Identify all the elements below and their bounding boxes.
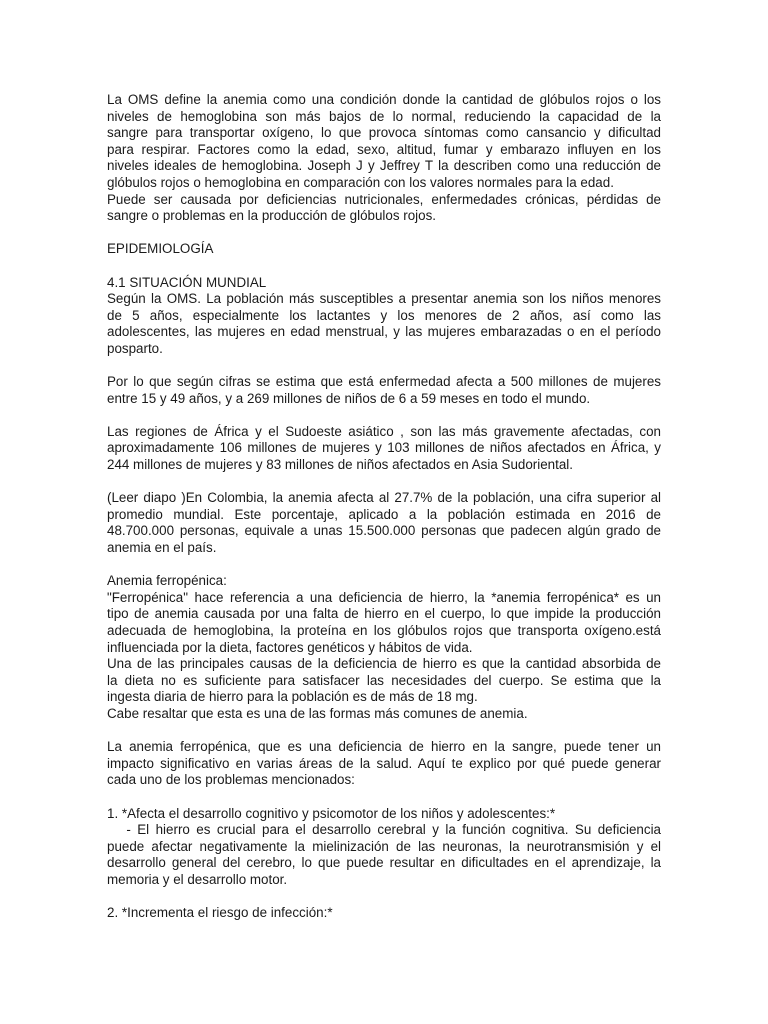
- list-item-1-paragraph: [107, 822, 661, 888]
- text-line: (Leer diapo )En Colombia, la anemia afecta al 27.7% de la población, una cifra superior al: [107, 490, 661, 506]
- text-line: sangre o problemas en la producción de glóbulos rojos.: [107, 208, 437, 224]
- text-line: anemia en el país.: [107, 540, 217, 556]
- text-line: Cabe resaltar que esta es una de las formas más comunes de anemia.: [107, 705, 528, 721]
- text-line: puede afectar negativamente la mielinización de las neuronas, la neurotransmisión y el: [107, 838, 661, 854]
- text-line: sangre para transportar oxígeno, lo que provoca síntomas como cansancio y dificultad: [107, 125, 661, 141]
- text-line: desarrollo general del cerebro, lo que puede resultar en dificultades en el aprendizaje, la: [107, 855, 661, 871]
- text-line: adecuada de hemoglobina, la proteína en los glóbulos rojos que transporta oxígeno.está: [107, 623, 661, 638]
- text-line: memoria y el desarrollo motor.: [107, 871, 288, 887]
- situacion-paragraph: [107, 291, 661, 357]
- text-line: niveles de hemoglobina son más bajos de lo normal, reduciendo la capacidad de la: [107, 108, 661, 124]
- impacto-paragraph: [107, 739, 661, 789]
- text-line: adolescentes, las mujeres en edad menstrual, y las mujeres embarazadas o en el período: [107, 324, 661, 340]
- regiones-paragraph: [107, 424, 661, 474]
- list-item-heading-1: 1. *Afecta el desarrollo cognitivo y psicomotor de los niños y adolescentes:*: [107, 805, 556, 821]
- text-line: 244 millones de mujeres y 83 millones de niños afectados en Asia Sudoriental.: [107, 457, 573, 473]
- text-line: promedio mundial. Este porcentaje, aplicado a la población estimada en 2016 de: [107, 506, 661, 522]
- text-line: Una de las principales causas de la deficiencia de hierro es que la cantidad absorbida de: [107, 656, 661, 672]
- text-line: impacto significativo en varias áreas de la salud. Aquí te explico por qué puede generar: [107, 755, 661, 771]
- section-heading-epidemiologia: EPIDEMIOLOGÍA: [107, 241, 214, 257]
- resaltar-paragraph: [107, 706, 661, 723]
- text-line: la dieta no es suficiente para satisfacer las necesidades del cuerpo. Se estima que la: [107, 672, 661, 688]
- text-line: aproximadamente 106 millones de mujeres y 103 millones de niños afectados en África, y: [107, 440, 661, 456]
- text-line: Las regiones de África y el Sudoeste asiático , son las más gravemente afectadas, con: [107, 423, 661, 439]
- section-heading-anemia-ferropenica: Anemia ferropénica:: [107, 573, 227, 589]
- document-page: [107, 92, 661, 922]
- text-line: 48.700.000 personas, equivale a unas 15.500.000 personas que padecen algún grado de: [107, 523, 661, 539]
- text-line: entre 15 y 49 años, y a 269 millones de niños de 6 a 59 meses en todo el mundo.: [107, 390, 591, 406]
- text-line: niveles ideales de hemoglobina. Joseph J y Jeffrey T la describen como una reducción de: [107, 158, 661, 174]
- text-line: "Ferropénica" hace referencia a una deficiencia de hierro, la *anemia ferropénica* es un: [107, 589, 661, 605]
- text-line: Puede ser causada por deficiencias nutricionales, enfermedades crónicas, pérdidas de: [107, 191, 661, 207]
- text-line: - El hierro es crucial para el desarrollo cerebral y la función cognitiva. Su deficiencia: [107, 822, 661, 838]
- text-line: cada uno de los problemas mencionados:: [107, 772, 355, 788]
- text-line: ingesta diaria de hierro para la población es de más de 18 mg.: [107, 689, 478, 705]
- colombia-paragraph: [107, 490, 661, 556]
- text-line: tipo de anemia causada por una falta de hierro en el cuerpo, lo que impide la producción: [107, 606, 661, 622]
- list-item-heading-2: 2. *Incrementa el riesgo de infección:*: [107, 905, 333, 921]
- text-line: Según la OMS. La población más susceptibles a presentar anemia son los niños menores: [107, 291, 661, 307]
- text-line: La anemia ferropénica, que es una deficiencia de hierro en la sangre, puede tener un: [107, 739, 661, 755]
- text-line: de 5 años, especialmente los lactantes y los menores de 2 años, así como las: [107, 307, 661, 323]
- cifras-paragraph: [107, 374, 661, 407]
- text-line: influenciada por la dieta, factores genéticos y hábitos de vida.: [107, 639, 473, 655]
- section-heading-situacion-mundial: 4.1 SITUACIÓN MUNDIAL: [107, 274, 267, 290]
- text-line: Por lo que según cifras se estima que está enfermedad afecta a 500 millones de mujeres: [107, 374, 661, 390]
- ferropenica-paragraph: [107, 590, 661, 656]
- text-line: posparto.: [107, 340, 163, 356]
- text-line: La OMS define la anemia como una condición donde la cantidad de glóbulos rojos o los: [107, 92, 661, 107]
- intro-paragraph: [107, 92, 661, 225]
- causas-paragraph: [107, 656, 661, 706]
- text-line: glóbulos rojos o hemoglobina en comparación con los valores normales para la edad.: [107, 174, 614, 190]
- text-line: para respirar. Factores como la edad, sexo, altitud, fumar y embarazo influyen en los: [107, 141, 661, 157]
